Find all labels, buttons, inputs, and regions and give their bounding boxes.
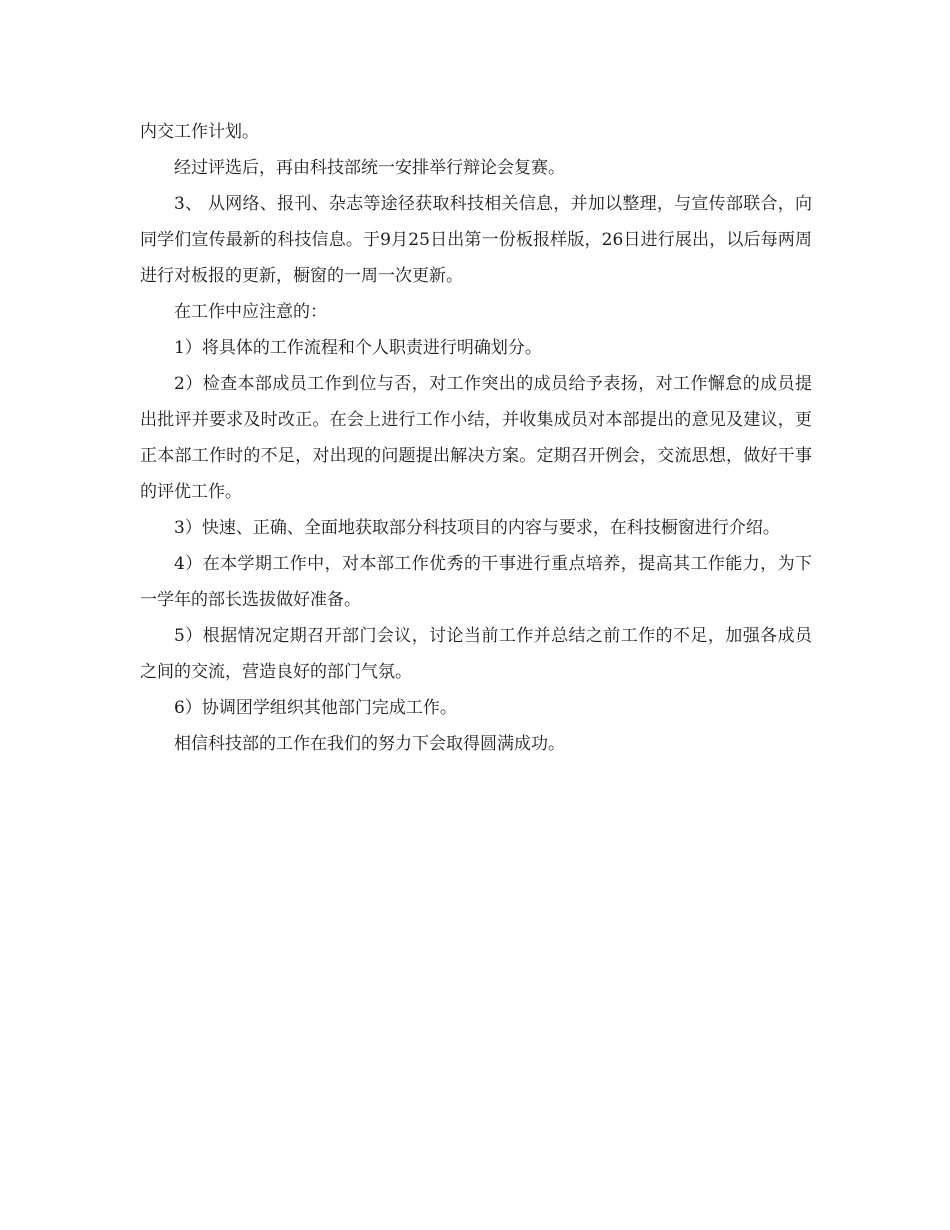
document-body xyxy=(140,114,812,762)
paragraph-note-6: 6）协调团学组织其他部门完成工作。 xyxy=(174,698,457,718)
paragraph-note-1: 1）将具体的工作流程和个人职责进行明确划分。 xyxy=(174,338,542,358)
paragraph-notes-heading: 在工作中应注意的： xyxy=(174,302,327,322)
paragraph-item-3-information: 3、 从网络、报刊、杂志等途径获取科技相关信息，并加以整理，与宣传部联合，向同学们宣传最新的科技信息。于9月25日出第一份板报样版，26日进行展出，以后每两周进行对板报的更新，橱窗的一周一次更新。 xyxy=(140,194,812,286)
paragraph-note-5: 5）根据情况定期召开部门会议，讨论当前工作并总结之前工作的不足，加强各成员之间的交流，营造良好的部门气氛。 xyxy=(140,626,812,682)
paragraph-closing: 相信科技部的工作在我们的努力下会取得圆满成功。 xyxy=(174,734,565,754)
paragraph-note-4: 4）在本学期工作中，对本部工作优秀的干事进行重点培养，提高其工作能力，为下一学年的部长选拔做好准备。 xyxy=(140,554,812,610)
paragraph-note-2: 2）检查本部成员工作到位与否，对工作突出的成员给予表扬，对工作懈怠的成员提出批评并要求及时改正。在会上进行工作小结，并收集成员对本部提出的意见及建议，更正本部工作时的不足，对出现的问题提出解决方案。定期召开例会，交流思想，做好干事的评优工作。 xyxy=(140,374,812,502)
paragraph-debate-arrangement: 经过评选后，再由科技部统一安排举行辩论会复赛。 xyxy=(174,158,565,178)
paragraph-continuation: 内交工作计划。 xyxy=(140,122,259,142)
paragraph-note-3: 3）快速、正确、全面地获取部分科技项目的内容与要求，在科技橱窗进行介绍。 xyxy=(174,518,780,538)
